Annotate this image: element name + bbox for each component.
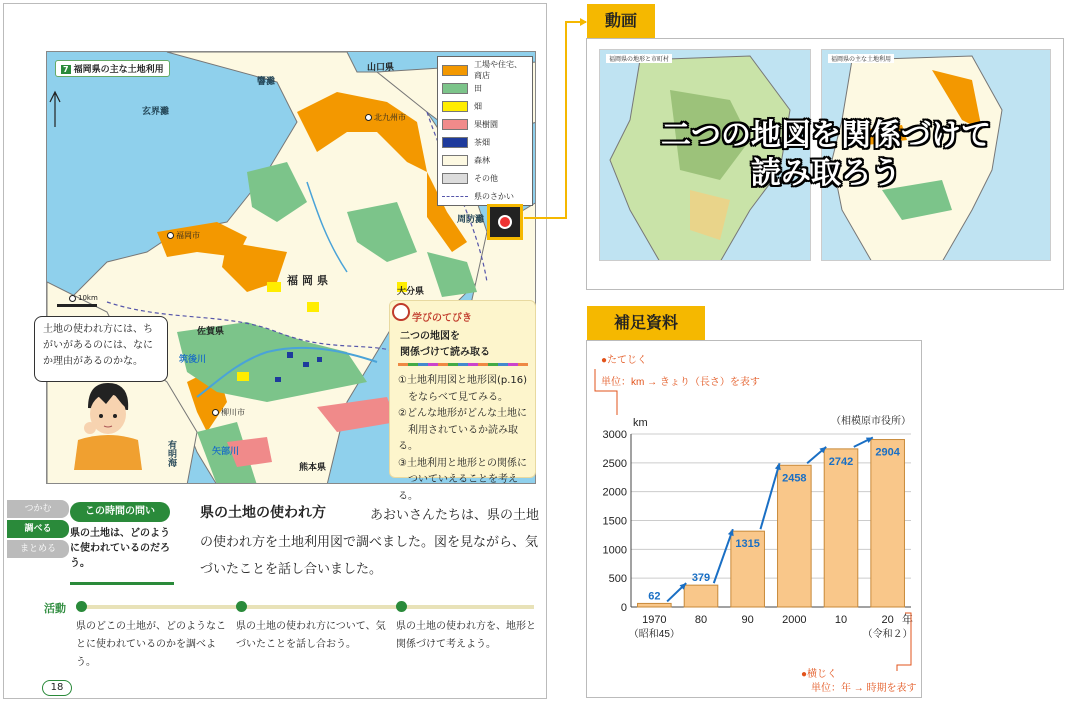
legend-label: 果樹園 xyxy=(474,119,498,129)
data-label: 1315 xyxy=(735,538,760,551)
x-axis-note-title: ●横じく xyxy=(801,669,838,680)
guide-step: ついていえることを考える。 xyxy=(398,474,518,502)
y-tick-label: 2500 xyxy=(602,457,627,470)
x-tick-sublabel: （令和２） xyxy=(862,629,913,640)
x-axis-note-text: 単位：年 → 時期を表す xyxy=(811,683,917,694)
guide-step: ②どんな地形がどんな土地に xyxy=(398,408,527,419)
x-tick-label: 80 xyxy=(694,614,708,626)
y-axis-note-title: ●たてじく xyxy=(601,355,648,366)
video-caption xyxy=(587,117,1065,193)
legend-label: 工場や住宅、商店 xyxy=(474,60,522,80)
tab-tsukamu[interactable]: つかむ xyxy=(7,500,69,518)
activity-dot xyxy=(396,601,407,612)
activity-label: 活動 xyxy=(44,602,66,615)
map-title: 7 福岡県の主な土地利用 xyxy=(55,60,170,77)
data-label: 2904 xyxy=(875,446,900,459)
video-panel[interactable] xyxy=(586,38,1064,290)
activity-item: 県のどこの土地が、どのようなことに使われているのかを調べよう。 xyxy=(76,621,226,668)
y-axis-note-text: 単位：km → きょり（長さ）を表す xyxy=(601,377,760,388)
map-legend xyxy=(437,56,533,206)
page-number: 18 xyxy=(42,680,72,696)
question-label: この時間の問い xyxy=(70,502,170,522)
y-tick-label: 0 xyxy=(620,602,627,614)
bar xyxy=(824,449,858,607)
bar xyxy=(871,440,905,607)
bar xyxy=(638,603,672,607)
bar xyxy=(778,465,812,607)
trend-arrow xyxy=(714,529,733,583)
video-qr-code[interactable] xyxy=(487,204,523,240)
guide-subtitle-line: 二つの地図を xyxy=(400,331,460,342)
x-tick-label: 2000 xyxy=(782,614,807,626)
legend-swatch-other xyxy=(442,173,468,184)
bar xyxy=(684,585,718,607)
guide-step: をならべて見てみる。 xyxy=(398,391,508,403)
legend-swatch-tea xyxy=(442,137,468,148)
legend-swatch-field xyxy=(442,101,468,112)
video-tag: 動画 xyxy=(587,4,655,38)
question-underline xyxy=(70,582,174,585)
x-tick-label: 90 xyxy=(741,614,754,626)
place-fukuoka-city: 福岡市 xyxy=(167,230,200,241)
legend-label: 森林 xyxy=(474,155,490,165)
x-axis-label: 年 xyxy=(902,614,913,626)
legend-swatch-orchard xyxy=(442,119,468,130)
place-suonada: 周防灘 xyxy=(457,215,485,225)
tab-matomeru[interactable]: まとめる xyxy=(7,540,69,558)
supplement-tag: 補足資料 xyxy=(587,306,705,340)
study-guide-box xyxy=(389,300,536,502)
terrain-map-title: 福岡県の地形と市町村 xyxy=(606,54,672,63)
x-tick-sublabel: （昭和45） xyxy=(628,629,680,640)
activity-bar xyxy=(76,605,534,609)
tab-shiraberu[interactable]: 調べる xyxy=(7,520,69,538)
video-connector xyxy=(520,18,590,228)
lesson-body: あおいさんたちは、県の土地の使われ方を土地利用図で調べました。図を見ながら、気づいたことを話し合いました。 xyxy=(200,508,540,577)
guide-step: 利用されているか読み取る。 xyxy=(398,424,518,452)
activity-dot xyxy=(236,601,247,612)
place-kitakyushu: 北九州市 xyxy=(365,112,406,123)
x-tick-label: 20 xyxy=(881,614,894,626)
guide-subtitle-line: 関係づけて読み取る xyxy=(400,347,490,358)
legend-label: 田 xyxy=(474,83,482,93)
supplement-panel xyxy=(586,340,922,698)
legend-swatch-paddy xyxy=(442,83,468,94)
guide-divider xyxy=(398,363,528,366)
video-caption-line: 二つの地図を関係づけて xyxy=(661,118,991,153)
guide-subtitle xyxy=(400,329,490,361)
guide-steps xyxy=(398,373,535,505)
trend-arrow xyxy=(760,463,779,529)
legend-swatch-border xyxy=(442,196,468,197)
activity-item: 県の土地の使われ方を、地形と関係づけて考えよう。 xyxy=(396,621,536,650)
video-caption-line: 読み取ろう xyxy=(751,156,901,191)
y-tick-label: 2000 xyxy=(602,486,627,499)
place-hibikinada: 響灘 xyxy=(257,77,276,87)
speech-bubble: 土地の使われ方には、ちがいがあるのには、なにか理由があるのかな。 xyxy=(34,316,168,382)
y-axis-label: km xyxy=(633,417,648,429)
data-label: 2742 xyxy=(828,455,854,468)
activity-dot xyxy=(76,601,87,612)
place-ariake: 有明海 xyxy=(166,440,176,467)
x-tick-label: 10 xyxy=(834,614,848,626)
data-label: 62 xyxy=(648,590,661,603)
lesson-title: 県の土地の使われ方 xyxy=(200,505,326,521)
y-tick-label: 500 xyxy=(608,573,627,586)
data-label: 2458 xyxy=(782,472,807,485)
map-scale-label: 10km xyxy=(69,294,98,302)
guide-step: ③土地利用と地形との関係に xyxy=(398,457,527,469)
place-oita: 大分県 xyxy=(397,287,425,297)
y-tick-label: 1000 xyxy=(602,544,627,557)
road-length-chart xyxy=(587,341,923,699)
question-text: 県の土地は、どのように使われているのだろう。 xyxy=(70,528,170,569)
legend-label: 茶畑 xyxy=(474,137,490,147)
place-yabe: 矢部川 xyxy=(212,447,240,457)
y-tick-label: 3000 xyxy=(602,429,627,441)
guide-header: 学びのてびき xyxy=(412,313,472,324)
place-fukuoka-pref: 福岡県 xyxy=(287,274,332,287)
legend-swatch-forest xyxy=(442,155,468,166)
legend-label: その他 xyxy=(474,173,498,183)
play-icon xyxy=(498,215,512,229)
lesson-stage-tabs xyxy=(7,500,69,560)
legend-label: 県のさかい xyxy=(474,191,514,201)
trend-arrowhead xyxy=(728,529,734,536)
x-tick-label: 1970 xyxy=(642,614,667,626)
place-kumamoto: 熊本県 xyxy=(299,463,327,473)
y-tick-label: 1500 xyxy=(602,515,627,528)
place-yanagawa: 柳川市 xyxy=(212,407,245,418)
place-chikugo: 筑後川 xyxy=(179,355,207,365)
landuse-map-title: 福岡県の主な土地利用 xyxy=(828,54,894,63)
textbook-page xyxy=(3,3,547,699)
guide-step: ①土地利用図と地形図(p.16) xyxy=(398,375,528,386)
place-saga: 佐賀県 xyxy=(197,327,225,337)
data-label: 379 xyxy=(691,572,711,585)
boy-illustration xyxy=(68,378,148,470)
place-genkainada: 玄界灘 xyxy=(142,107,170,117)
place-yamaguchi: 山口県 xyxy=(367,63,395,73)
compass-icon xyxy=(392,303,410,321)
chart-source: （相模原市役所） xyxy=(831,416,911,427)
y-note-connector xyxy=(595,369,617,415)
legend-label: 畑 xyxy=(474,101,482,111)
activity-item: 県の土地の使われ方について、気づいたことを話し合おう。 xyxy=(236,621,386,650)
legend-swatch-urban xyxy=(442,65,468,76)
